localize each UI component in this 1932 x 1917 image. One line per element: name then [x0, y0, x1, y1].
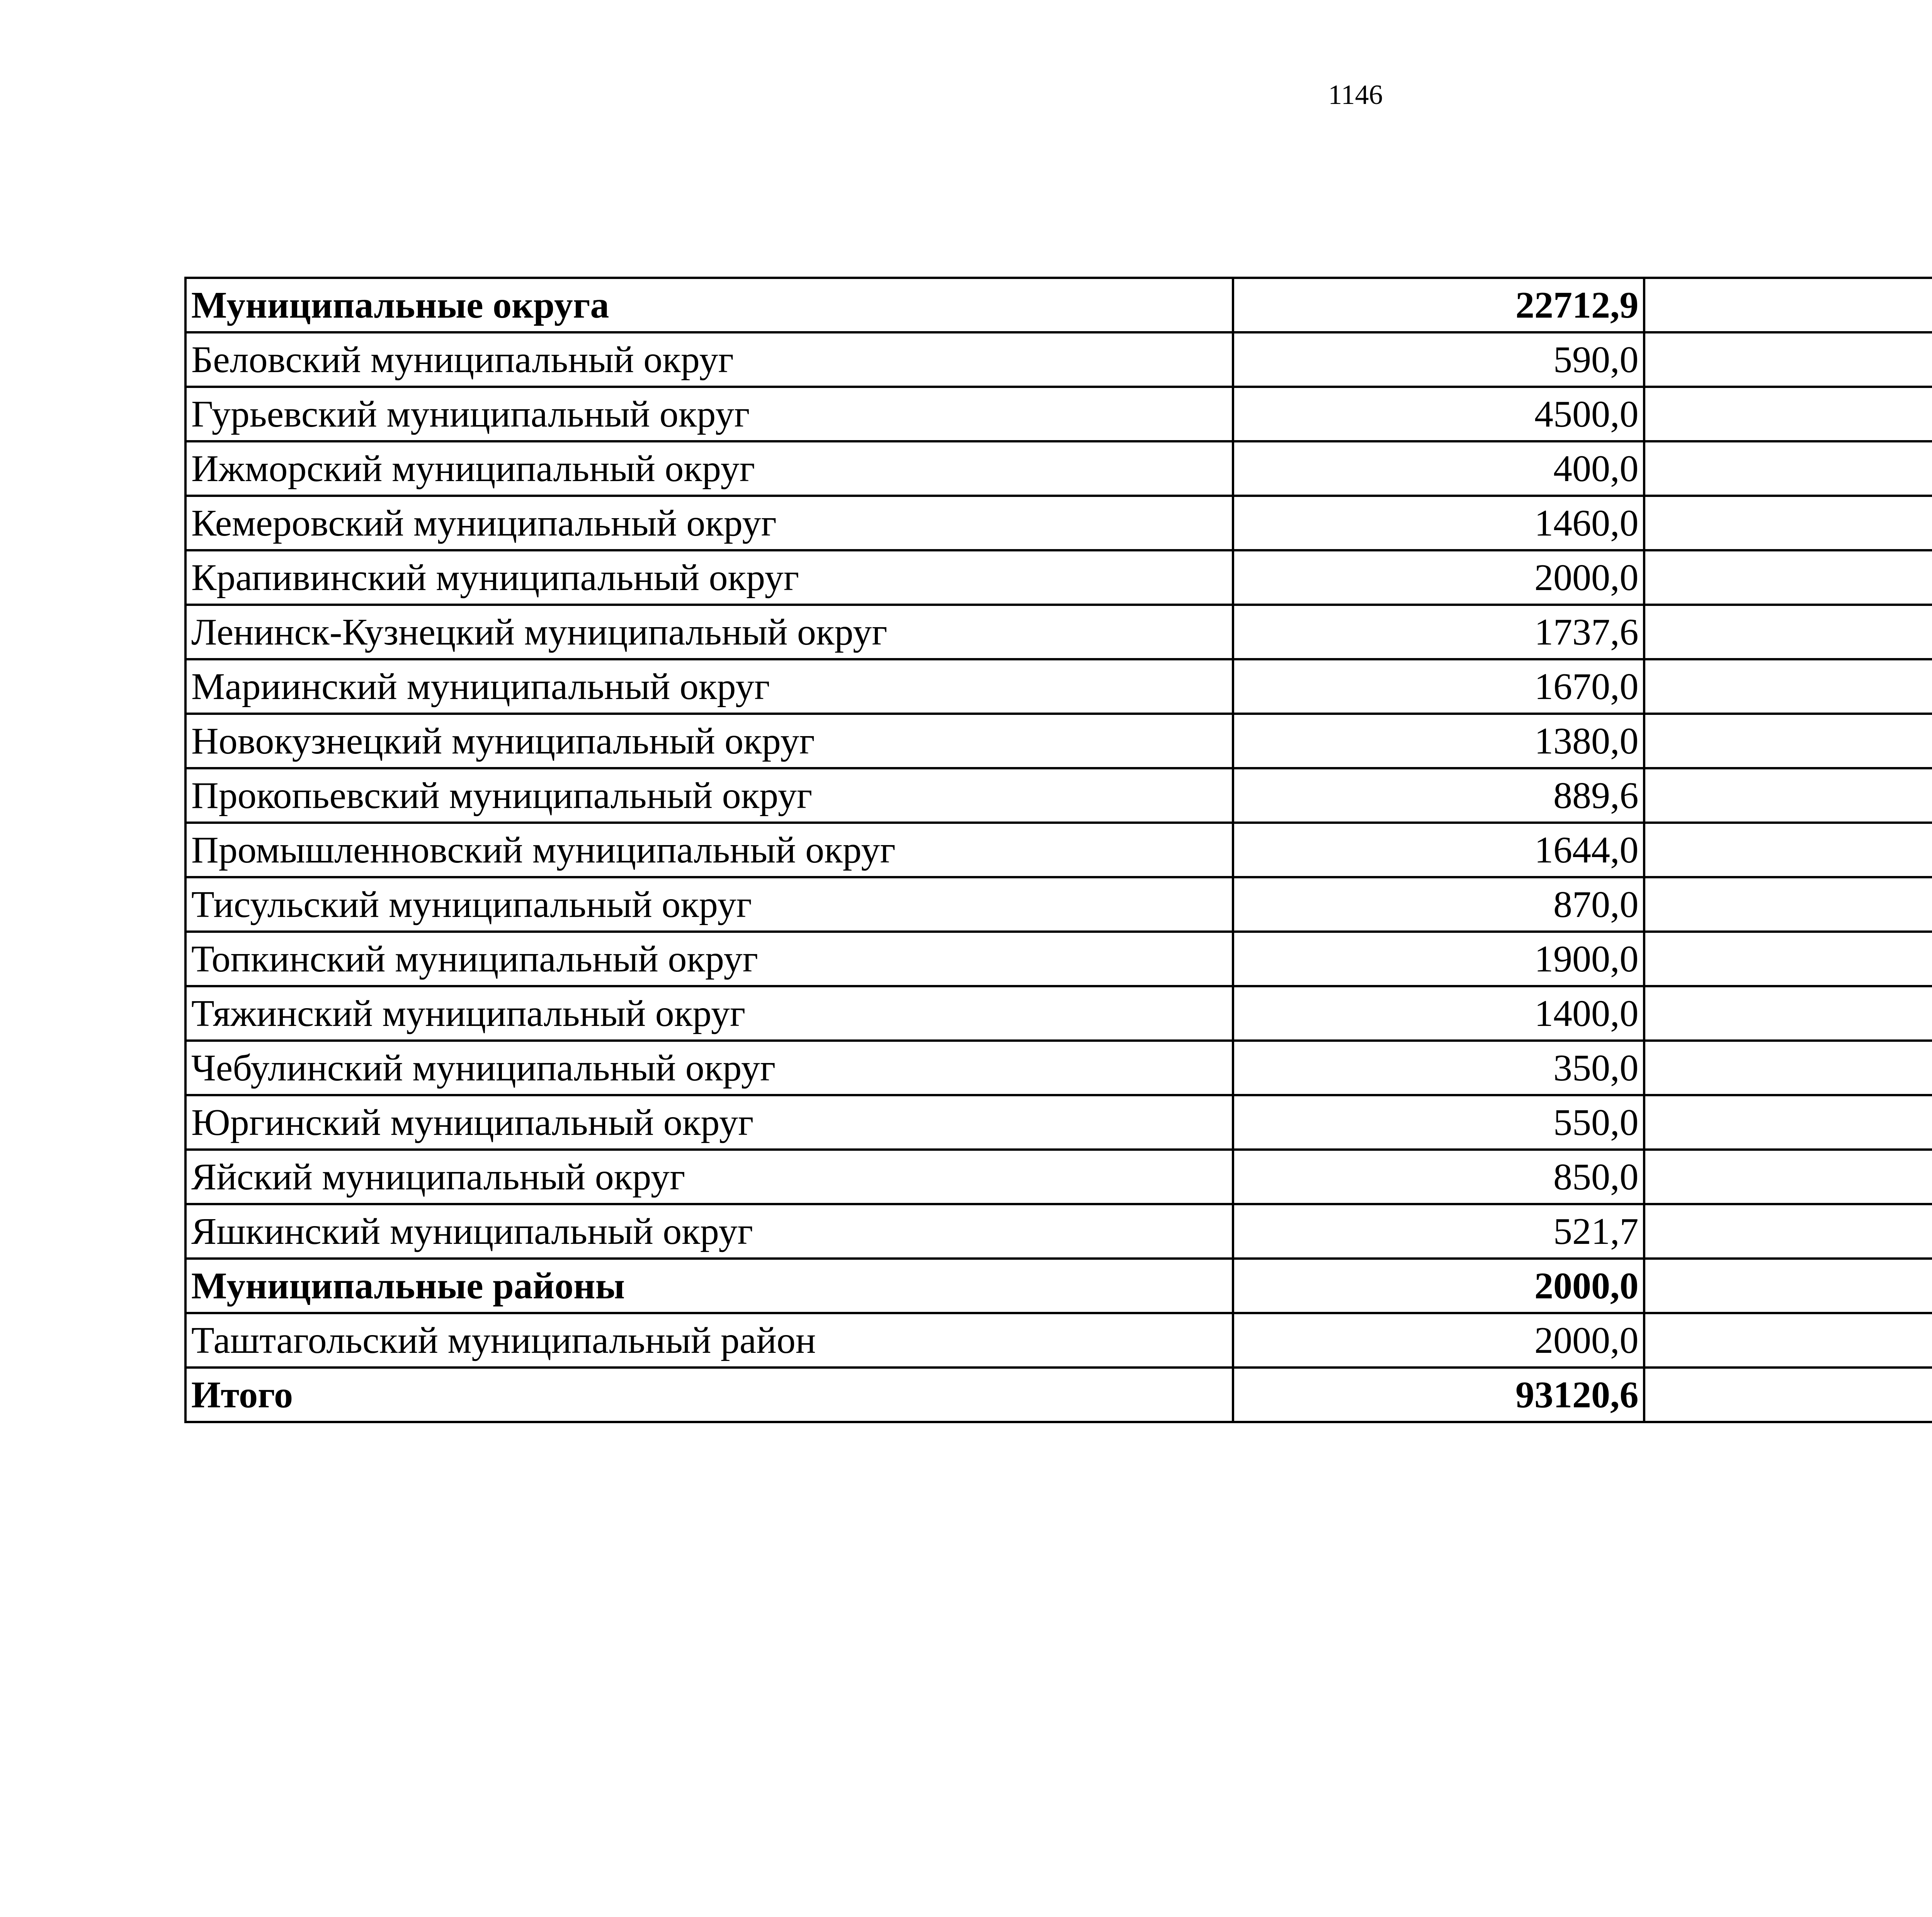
row-value-1: 1900,0	[1233, 932, 1644, 986]
row-value-1: 1460,0	[1233, 496, 1644, 550]
row-name: Таштагольский муниципальный район	[185, 1313, 1233, 1368]
row-value-1: 22712,9	[1233, 278, 1644, 332]
row-value-2	[1644, 1313, 1932, 1368]
row-value-1: 590,0	[1233, 332, 1644, 387]
row-value-2	[1644, 1204, 1932, 1259]
table-row	[185, 714, 1932, 768]
row-name: Кемеровский муниципальный округ	[185, 496, 1233, 550]
row-name: Итого	[185, 1368, 1233, 1422]
row-value-2	[1644, 714, 1932, 768]
row-value-2	[1644, 1150, 1932, 1204]
row-value-1: 4500,0	[1233, 387, 1644, 441]
row-value-1: 2000,0	[1233, 1313, 1644, 1368]
row-value-2	[1644, 278, 1932, 332]
row-value-2	[1644, 387, 1932, 441]
row-value-1: 1400,0	[1233, 986, 1644, 1041]
row-value-1: 1380,0	[1233, 714, 1644, 768]
row-value-1: 400,0	[1233, 441, 1644, 496]
row-name: Прокопьевский муниципальный округ	[185, 768, 1233, 823]
table-row-group-okruga	[185, 278, 1932, 332]
row-name: Ленинск-Кузнецкий муниципальный округ	[185, 605, 1233, 659]
table-row	[185, 768, 1932, 823]
row-value-1: 870,0	[1233, 877, 1644, 932]
table-row	[185, 605, 1932, 659]
row-name: Топкинский муниципальный округ	[185, 932, 1233, 986]
row-name: Юргинский муниципальный округ	[185, 1095, 1233, 1150]
table-row	[185, 550, 1932, 605]
row-value-2	[1644, 823, 1932, 877]
table-row	[185, 823, 1932, 877]
row-name: Яйский муниципальный округ	[185, 1150, 1233, 1204]
row-value-1: 2000,0	[1233, 550, 1644, 605]
data-table	[184, 277, 1932, 1423]
row-name: Тисульский муниципальный округ	[185, 877, 1233, 932]
table-row	[185, 1204, 1932, 1259]
row-name: Крапивинский муниципальный округ	[185, 550, 1233, 605]
row-name: Муниципальные округа	[185, 278, 1233, 332]
row-name: Ижморский муниципальный округ	[185, 441, 1233, 496]
row-value-1: 1670,0	[1233, 659, 1644, 714]
table-row	[185, 332, 1932, 387]
row-value-2	[1644, 1259, 1932, 1313]
row-value-2	[1644, 1041, 1932, 1095]
row-value-2	[1644, 659, 1932, 714]
row-value-1: 1644,0	[1233, 823, 1644, 877]
row-value-2	[1644, 1368, 1932, 1422]
row-value-2	[1644, 768, 1932, 823]
table-row-group-rayony	[185, 1259, 1932, 1313]
row-name: Чебулинский муниципальный округ	[185, 1041, 1233, 1095]
row-value-2	[1644, 550, 1932, 605]
row-name: Гурьевский муниципальный округ	[185, 387, 1233, 441]
table-row	[185, 986, 1932, 1041]
table-row	[185, 1150, 1932, 1204]
row-name: Яшкинский муниципальный округ	[185, 1204, 1233, 1259]
table-row	[185, 877, 1932, 932]
table-row-total	[185, 1368, 1932, 1422]
row-name: Беловский муниципальный округ	[185, 332, 1233, 387]
table-row	[185, 1095, 1932, 1150]
table-row	[185, 441, 1932, 496]
row-value-2	[1644, 986, 1932, 1041]
table-row	[185, 496, 1932, 550]
row-value-1: 93120,6	[1233, 1368, 1644, 1422]
row-value-1: 350,0	[1233, 1041, 1644, 1095]
row-value-2	[1644, 1095, 1932, 1150]
row-name: Мариинский муниципальный округ	[185, 659, 1233, 714]
row-value-2	[1644, 932, 1932, 986]
row-value-2	[1644, 441, 1932, 496]
row-value-1: 550,0	[1233, 1095, 1644, 1150]
table-row	[185, 387, 1932, 441]
row-name: Новокузнецкий муниципальный округ	[185, 714, 1233, 768]
row-value-2	[1644, 877, 1932, 932]
row-value-1: 2000,0	[1233, 1259, 1644, 1313]
row-name: Промышленновский муниципальный округ	[185, 823, 1233, 877]
table-row	[185, 659, 1932, 714]
row-value-1: 850,0	[1233, 1150, 1644, 1204]
row-value-2	[1644, 605, 1932, 659]
table-row	[185, 1313, 1932, 1368]
row-value-1: 889,6	[1233, 768, 1644, 823]
table-row	[185, 932, 1932, 986]
row-value-2	[1644, 496, 1932, 550]
row-name: Тяжинский муниципальный округ	[185, 986, 1233, 1041]
row-value-1: 1737,6	[1233, 605, 1644, 659]
page-number: 1146	[1328, 79, 1383, 110]
row-value-2	[1644, 332, 1932, 387]
row-value-1: 521,7	[1233, 1204, 1644, 1259]
row-name: Муниципальные районы	[185, 1259, 1233, 1313]
table-body	[185, 278, 1932, 1422]
table-row	[185, 1041, 1932, 1095]
